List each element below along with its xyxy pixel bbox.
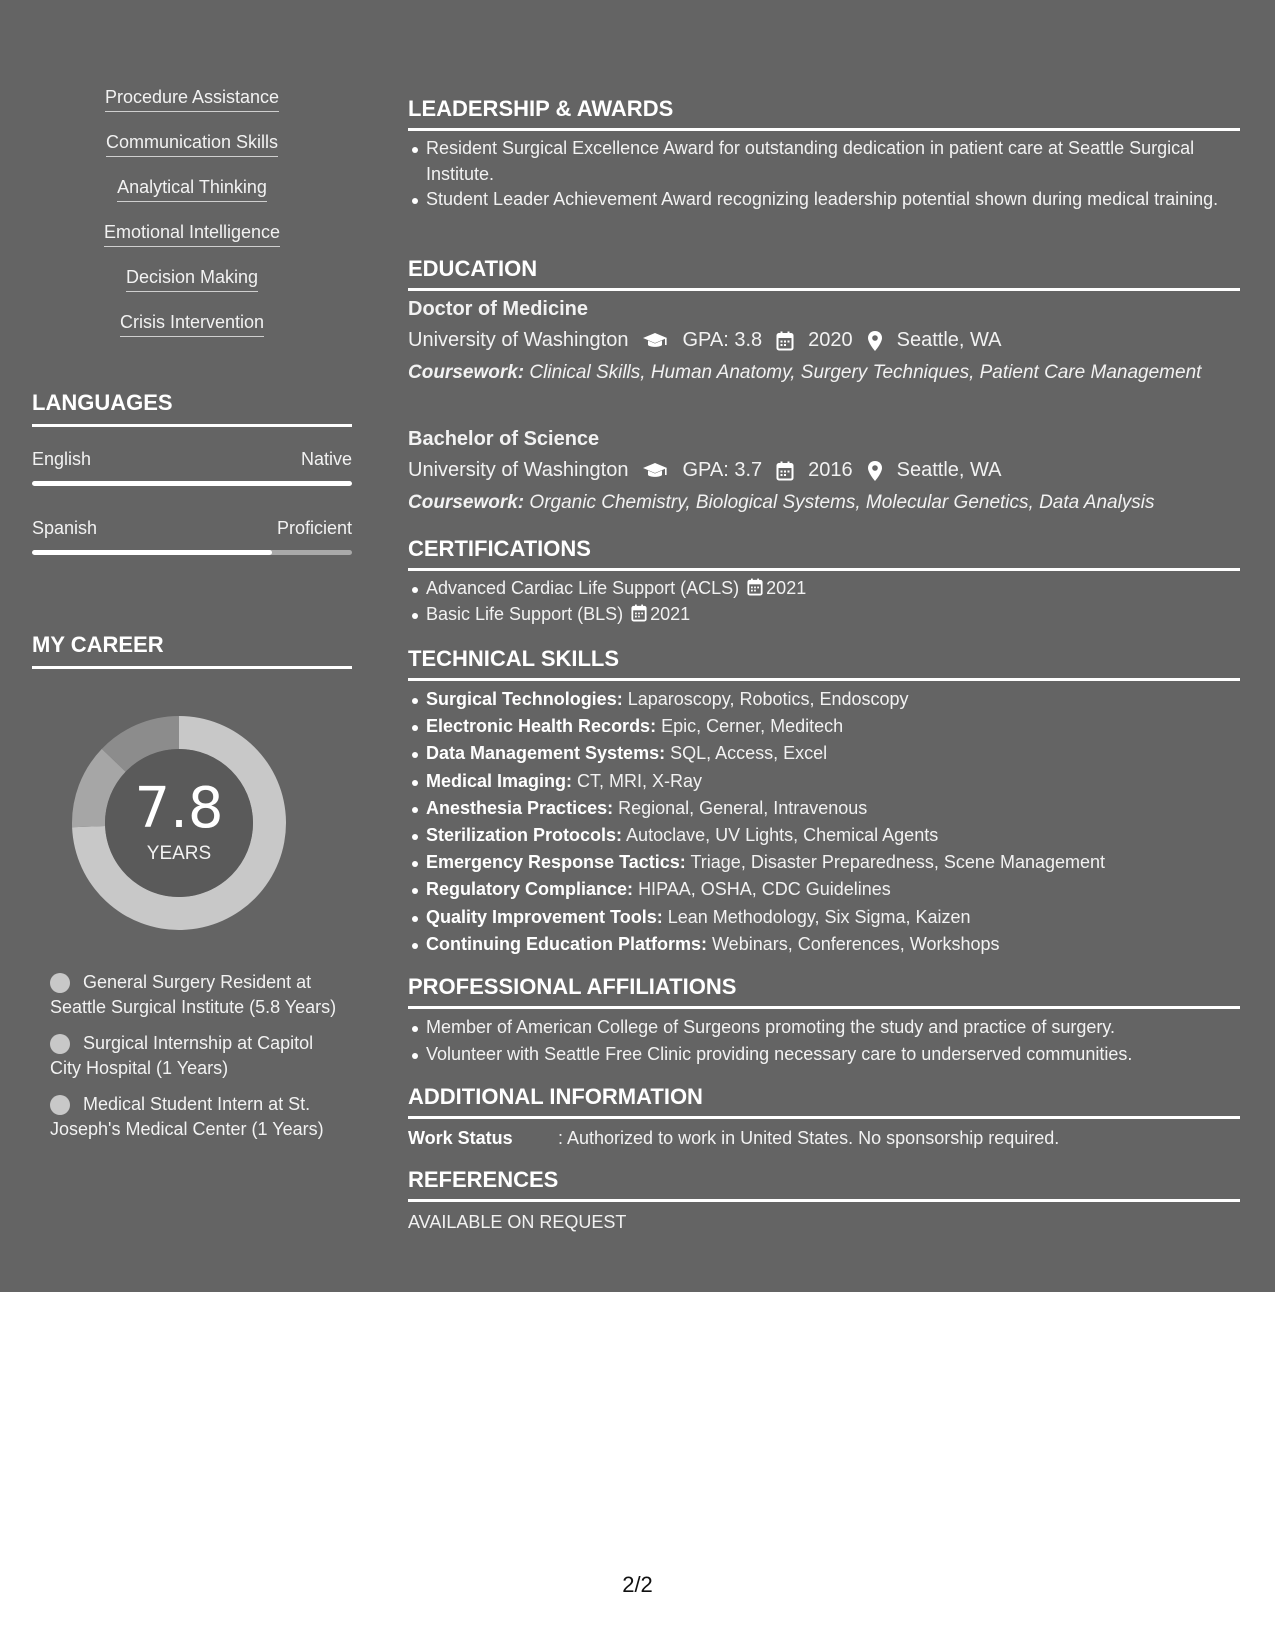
work-status-row [408,1128,1240,1149]
affiliations-list [408,1014,1258,1068]
language-bar [32,481,352,486]
legend-dot-icon [50,973,70,993]
skill-item [32,86,352,131]
graduation-year: 2020 [808,329,853,351]
list-item: Sterilization Protocols: Autoclave, UV Lights, Chemical Agents [426,822,1258,849]
degree-title: Bachelor of Science [408,428,600,450]
work-status-value: : Authorized to work in United States. No sponsorship required. [558,1128,1060,1148]
skill-label: Decision Making [126,266,258,292]
list-item: Continuing Education Platforms: Webinars, Conferences, Workshops [426,931,1258,958]
list-item: Electronic Health Records: Epic, Cerner, Meditech [426,713,1258,740]
leadership-heading: LEADERSHIP & AWARDS [408,96,1240,131]
calendar-icon [631,604,647,622]
coursework: Coursework: Clinical Skills, Human Anatomy, Surgery Techniques, Patient Care Management [408,362,1202,383]
skill-item [32,176,352,221]
gpa: GPA: 3.7 [682,459,763,481]
language-level: Proficient [276,518,352,538]
calendar-icon [776,461,794,481]
skill-item [32,311,352,356]
graduation-year: 2016 [808,459,853,481]
list-item: Advanced Cardiac Life Support (ACLS) 2021 [426,576,1258,602]
calendar-icon [776,331,794,351]
gpa: GPA: 3.8 [682,329,763,351]
school-name: University of Washington [408,459,629,481]
page-number: 2/2 [622,1572,653,1597]
location-pin-icon [867,460,883,482]
education-details [408,459,1240,482]
location-pin-icon [867,330,883,352]
skills-list [32,86,352,356]
skill-label: Communication Skills [106,131,278,157]
location: Seattle, WA [896,329,1002,351]
language-name: English [32,449,92,469]
career-legend-item: Medical Student Intern at St. Joseph's Medical Center (1 Years) [50,1094,324,1139]
leadership-list [408,136,1258,213]
degree-title: Doctor of Medicine [408,298,589,320]
list-item: Member of American College of Surgeons promoting the study and practice of surgery. [426,1014,1258,1041]
additional-info-heading: ADDITIONAL INFORMATION [408,1084,1240,1119]
legend-dot-icon [50,1095,70,1115]
technical-skills-list [408,686,1258,958]
skill-item [32,131,352,176]
list-item: Basic Life Support (BLS) 2021 [426,602,1258,628]
language-bar [32,550,352,555]
list-item: Volunteer with Seattle Free Clinic providing necessary care to underserved communities. [426,1041,1258,1068]
career-heading: MY CAREER [32,632,352,669]
career-legend [50,970,340,1153]
school-name: University of Washington [408,329,629,351]
career-legend-item: Surgical Internship at Capitol City Hospital (1 Years) [50,1033,314,1078]
languages-heading: LANGUAGES [32,390,352,427]
skill-item [32,221,352,266]
language-row-spanish [32,518,352,555]
list-item: Data Management Systems: SQL, Access, Excel [426,740,1258,767]
affiliations-heading: PROFESSIONAL AFFILIATIONS [408,974,1240,1009]
career-total-years: 7.8 [134,776,224,841]
certifications-heading: CERTIFICATIONS [408,536,1240,571]
education-details [408,329,1240,352]
language-level: Native [300,449,352,469]
technical-skills-heading: TECHNICAL SKILLS [408,646,1240,681]
work-status-label: Work Status [408,1128,513,1148]
education-entry [408,298,1240,385]
certifications-list [408,576,1258,627]
graduation-cap-icon [642,331,668,351]
skill-item [32,266,352,311]
coursework: Coursework: Organic Chemistry, Biological Systems, Molecular Genetics, Data Analysis [408,492,1155,513]
references-heading: REFERENCES [408,1167,1240,1202]
calendar-icon [747,578,763,596]
education-entry [408,428,1240,515]
language-bar-fill [32,550,272,555]
list-item: Regulatory Compliance: HIPAA, OSHA, CDC Guidelines [426,876,1258,903]
career-donut-chart [66,710,292,936]
list-item: Anesthesia Practices: Regional, General, Intravenous [426,795,1258,822]
graduation-cap-icon [642,461,668,481]
list-item: Quality Improvement Tools: Lean Methodology, Six Sigma, Kaizen [426,904,1258,931]
education-heading: EDUCATION [408,256,1240,291]
skill-label: Crisis Intervention [120,311,264,337]
career-legend-item: General Surgery Resident at Seattle Surgical Institute (5.8 Years) [50,972,337,1017]
list-item: Emergency Response Tactics: Triage, Disaster Preparedness, Scene Management [426,849,1258,876]
language-bar-fill [32,481,352,486]
list-item: Surgical Technologies: Laparoscopy, Robotics, Endoscopy [426,686,1258,713]
list-item: Medical Imaging: CT, MRI, X-Ray [426,768,1258,795]
list-item: Student Leader Achievement Award recognizing leadership potential shown during medical training. [426,187,1258,213]
legend-dot-icon [50,1034,70,1054]
language-name: Spanish [32,518,98,538]
references-text: AVAILABLE ON REQUEST [408,1212,627,1232]
skill-label: Emotional Intelligence [104,221,280,247]
list-item: Resident Surgical Excellence Award for outstanding dedication in patient care at Seattle Surgical Institute. [426,136,1258,187]
language-row-english [32,449,352,486]
location: Seattle, WA [896,459,1002,481]
career-total-unit: YEARS [146,843,212,864]
skill-label: Procedure Assistance [105,86,279,112]
skill-label: Analytical Thinking [117,176,267,202]
